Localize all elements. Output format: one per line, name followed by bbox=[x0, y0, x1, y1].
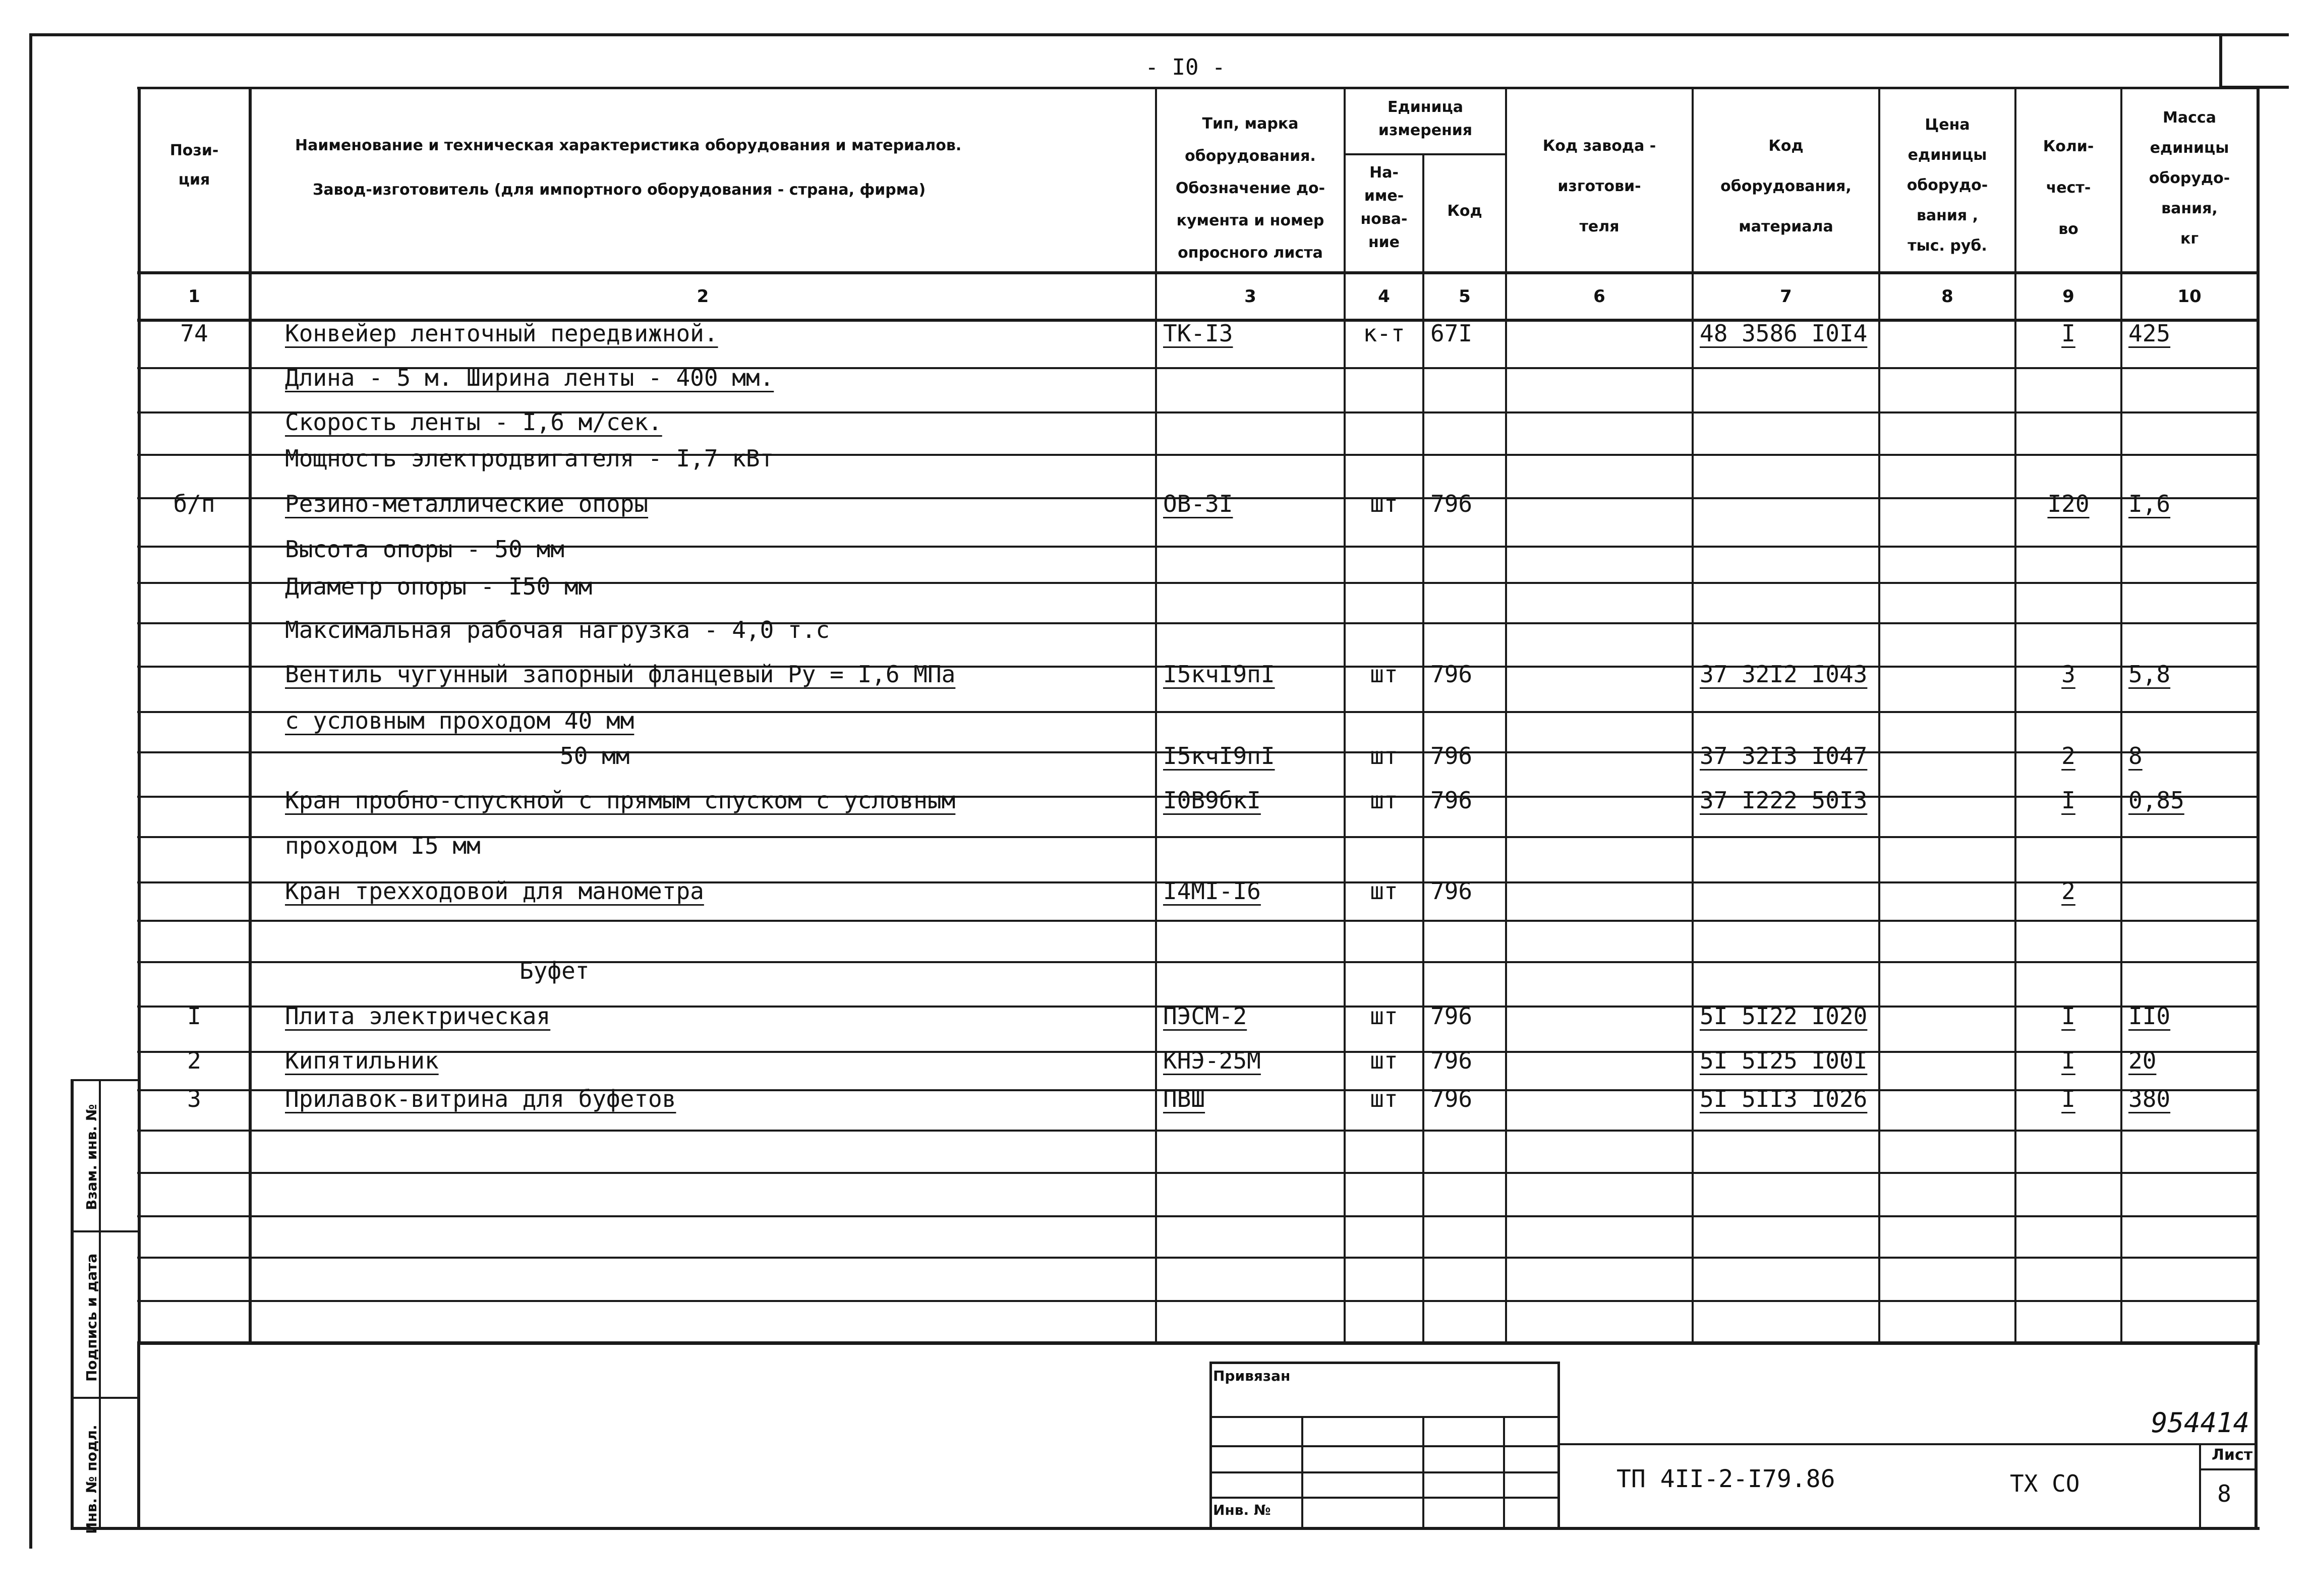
stamp-sheet-label: Лист bbox=[2212, 1446, 2253, 1464]
cell-type: I4МI-I6 bbox=[1163, 877, 1261, 905]
stamp-right-line bbox=[2255, 1341, 2258, 1530]
cell-type: КНЭ-25М bbox=[1163, 1047, 1261, 1074]
column-number: 5 bbox=[1459, 286, 1471, 307]
cell-unit-code: 796 bbox=[1430, 1047, 1473, 1074]
header-mass: Масса единицы оборудо- вания, кг bbox=[2149, 109, 2230, 248]
column-line bbox=[2014, 87, 2016, 1343]
stamp-sheet-code: ТХ СО bbox=[2010, 1470, 2080, 1497]
cell-unit: шт bbox=[1370, 787, 1398, 814]
stamp-left-line bbox=[137, 1341, 140, 1528]
column-line bbox=[2257, 87, 2260, 1343]
header-quantity: Коли- чест- во bbox=[2043, 138, 2094, 238]
header-split-line bbox=[137, 271, 2260, 274]
stamp-sub-line bbox=[1209, 1497, 1560, 1499]
stamp-sub-vline bbox=[1503, 1416, 1505, 1528]
column-number: 2 bbox=[697, 286, 709, 307]
cell-name: Максимальная рабочая нагрузка - 4,0 т.с bbox=[285, 616, 830, 643]
cell-unit: шт bbox=[1370, 490, 1398, 517]
cell-unit: шт bbox=[1370, 1047, 1398, 1074]
stamp-privyazan: Привязан bbox=[1213, 1368, 1291, 1384]
header-position: Пози- ция bbox=[169, 142, 219, 189]
stamp-sheet-vline bbox=[2199, 1443, 2201, 1529]
cell-unit: шт bbox=[1370, 661, 1398, 688]
cell-mass: 8 bbox=[2128, 742, 2143, 770]
stamp-doc-code: ТП 4II-2-I79.86 bbox=[1616, 1465, 1835, 1493]
cell-quantity: 3 bbox=[2061, 661, 2075, 688]
cell-unit: шт bbox=[1370, 1085, 1398, 1112]
cell-quantity: I bbox=[2061, 320, 2075, 347]
cell-type: I0В9бкI bbox=[1163, 787, 1261, 814]
stamp-sheet-line bbox=[2199, 1468, 2257, 1470]
header-unit-code: Код bbox=[1447, 202, 1482, 220]
cell-unit: к-т bbox=[1363, 320, 1405, 347]
cell-equip-code: 5I 5II3 I026 bbox=[1700, 1085, 1868, 1112]
cell-name: Кипятильник bbox=[285, 1047, 439, 1074]
cell-name: проходом I5 мм bbox=[285, 832, 481, 859]
cell-name: Длина - 5 м. Ширина ленты - 400 мм. bbox=[285, 364, 774, 391]
stamp-doc-line bbox=[1560, 1443, 2256, 1445]
unit-header-line bbox=[1345, 153, 1506, 155]
side-label-signature-date: Подпись и дата bbox=[83, 1253, 100, 1382]
cell-name: 50 мм bbox=[560, 742, 630, 770]
cell-unit-code: 796 bbox=[1430, 877, 1473, 905]
cell-name: с условным проходом 40 мм bbox=[285, 707, 634, 734]
column-line bbox=[1505, 87, 1507, 1343]
header-name: Наименование и техническая характеристика оборудования и материалов. Завод-изготовитель (для импортного оборудования - страна, фирма) bbox=[295, 137, 962, 199]
cell-equip-code: 37 I222 50I3 bbox=[1700, 787, 1868, 814]
row-line bbox=[137, 1257, 2260, 1259]
cell-name: Конвейер ленточный передвижной. bbox=[285, 320, 718, 347]
cell-equip-code: 37 32I3 I047 bbox=[1700, 742, 1868, 770]
cell-name: Плита электрическая bbox=[285, 1002, 551, 1030]
cell-name: Высота опоры - 50 мм bbox=[285, 536, 564, 563]
cell-mass: II0 bbox=[2128, 1002, 2171, 1030]
cell-unit-code: 796 bbox=[1430, 742, 1473, 770]
cell-name: Кран пробно-спускной с прямым спуском с условным bbox=[285, 787, 956, 814]
column-line bbox=[1344, 87, 1346, 1343]
column-line bbox=[138, 87, 141, 1343]
cell-mass: 0,85 bbox=[2128, 787, 2184, 814]
header-plant-code: Код завода - изготови- теля bbox=[1542, 137, 1656, 235]
cell-quantity: I bbox=[2061, 787, 2075, 814]
cell-name: Прилавок-витрина для буфетов bbox=[285, 1085, 676, 1112]
cell-name: Скорость ленты - I,6 м/сек. bbox=[285, 408, 662, 436]
cell-unit-code: 67I bbox=[1430, 320, 1473, 347]
row-line bbox=[137, 920, 2260, 922]
column-line bbox=[1692, 87, 1694, 1343]
cell-equip-code: 5I 5I25 I00I bbox=[1700, 1047, 1868, 1074]
cell-mass: 5,8 bbox=[2128, 661, 2171, 688]
column-line bbox=[1878, 87, 1880, 1343]
corner-box bbox=[2219, 33, 2289, 89]
row-line bbox=[137, 1130, 2260, 1132]
cell-name: Вентиль чугунный запорный фланцевый Ру = I,6 МПа bbox=[285, 661, 956, 688]
cell-type: I5кчI9пI bbox=[1163, 661, 1275, 688]
stamp-top-line bbox=[137, 1341, 2260, 1344]
header-equip-code: Код оборудования, материала bbox=[1720, 137, 1852, 235]
cell-equip-code: 37 32I2 I043 bbox=[1700, 661, 1868, 688]
cell-mass: 425 bbox=[2128, 320, 2171, 347]
page-number: - I0 - bbox=[1145, 54, 1226, 80]
side-strip-left bbox=[71, 1079, 74, 1530]
stamp-privyazan-top bbox=[1209, 1362, 1560, 1364]
cell-quantity: I bbox=[2061, 1002, 2075, 1030]
header-unit: Единица измерения bbox=[1378, 98, 1473, 139]
cell-unit: шт bbox=[1370, 877, 1398, 905]
side-strip-sep bbox=[71, 1230, 138, 1232]
stamp-inv-no: Инв. № bbox=[1213, 1502, 1271, 1518]
cell-type: ПЭСМ-2 bbox=[1163, 1002, 1247, 1030]
row-line bbox=[137, 1172, 2260, 1174]
cell-unit-code: 796 bbox=[1430, 787, 1473, 814]
cell-quantity: 2 bbox=[2061, 877, 2075, 905]
side-label-replaced-inv: Взам. инв. № bbox=[83, 1104, 100, 1210]
column-line bbox=[1155, 87, 1157, 1343]
column-number: 9 bbox=[2062, 286, 2074, 307]
cell-position: б/п bbox=[173, 490, 215, 517]
stamp-sub-line bbox=[1209, 1471, 1560, 1473]
stamp-sheet-number: 8 bbox=[2217, 1480, 2231, 1507]
side-strip-top bbox=[71, 1079, 138, 1081]
cell-unit: шт bbox=[1370, 742, 1398, 770]
cell-mass: 20 bbox=[2128, 1047, 2157, 1074]
cell-quantity: I bbox=[2061, 1085, 2075, 1112]
cell-type: ТК-I3 bbox=[1163, 320, 1233, 347]
cell-type: ОВ-3I bbox=[1163, 490, 1233, 517]
cell-name: Диаметр опоры - I50 мм bbox=[285, 573, 593, 600]
cell-unit-code: 796 bbox=[1430, 1085, 1473, 1112]
header-unit-name: На- име- нова- ние bbox=[1360, 164, 1408, 251]
side-label-inv-podl: Инв. № подл. bbox=[83, 1425, 100, 1534]
side-strip-bottom bbox=[71, 1527, 138, 1530]
cell-name: Кран трехходовой для манометра bbox=[285, 877, 704, 905]
cell-mass: I,6 bbox=[2128, 490, 2171, 517]
column-number: 7 bbox=[1780, 286, 1792, 307]
cell-quantity: I20 bbox=[2047, 490, 2090, 517]
cell-equip-code: 5I 5I22 I020 bbox=[1700, 1002, 1868, 1030]
column-number: 6 bbox=[1593, 286, 1605, 307]
column-number: 3 bbox=[1244, 286, 1256, 307]
cell-name: Буфет bbox=[519, 957, 590, 984]
column-line bbox=[2120, 87, 2122, 1343]
stamp-archive-number: 954414 bbox=[2151, 1407, 2250, 1439]
cell-quantity: 2 bbox=[2061, 742, 2075, 770]
cell-name: Резино-металлические опоры bbox=[285, 490, 649, 517]
cell-position: 2 bbox=[187, 1047, 201, 1074]
stamp-sub-line bbox=[1209, 1416, 1560, 1418]
column-number: 8 bbox=[1941, 286, 1953, 307]
side-strip-sep bbox=[71, 1397, 138, 1399]
row-line bbox=[137, 1300, 2260, 1302]
stamp-sub-vline bbox=[1301, 1416, 1303, 1528]
cell-mass: 380 bbox=[2128, 1085, 2171, 1112]
cell-position: 74 bbox=[180, 320, 208, 347]
cell-unit-code: 796 bbox=[1430, 1002, 1473, 1030]
cell-position: 3 bbox=[187, 1085, 201, 1112]
stamp-privyazan-left bbox=[1209, 1362, 1212, 1528]
cell-equip-code: 48 3586 I0I4 bbox=[1700, 320, 1868, 347]
column-number: 4 bbox=[1378, 286, 1390, 307]
stamp-sub-line bbox=[1209, 1445, 1560, 1447]
cell-unit: шт bbox=[1370, 1002, 1398, 1030]
cell-unit-code: 796 bbox=[1430, 661, 1473, 688]
row-line bbox=[137, 1215, 2260, 1217]
header-price: Цена единицы оборудо- вания , тыс. руб. bbox=[1906, 116, 1988, 255]
cell-quantity: I bbox=[2061, 1047, 2075, 1074]
cell-position: I bbox=[187, 1002, 201, 1030]
stamp-sub-vline bbox=[1422, 1416, 1424, 1528]
header-type: Тип, марка оборудования. Обозначение до- кумента и номер опросного листа bbox=[1175, 115, 1325, 262]
table-top-line bbox=[137, 87, 2260, 89]
column-number: 1 bbox=[188, 286, 200, 307]
stamp-bottom-line bbox=[137, 1527, 2260, 1530]
column-line bbox=[249, 87, 252, 1343]
cell-type: I5кчI9пI bbox=[1163, 742, 1275, 770]
cell-name: Мощность электродвигателя - I,7 кВт bbox=[285, 445, 774, 472]
cell-type: ПВШ bbox=[1163, 1085, 1205, 1112]
cell-unit-code: 796 bbox=[1430, 490, 1473, 517]
column-number: 10 bbox=[2177, 286, 2202, 307]
